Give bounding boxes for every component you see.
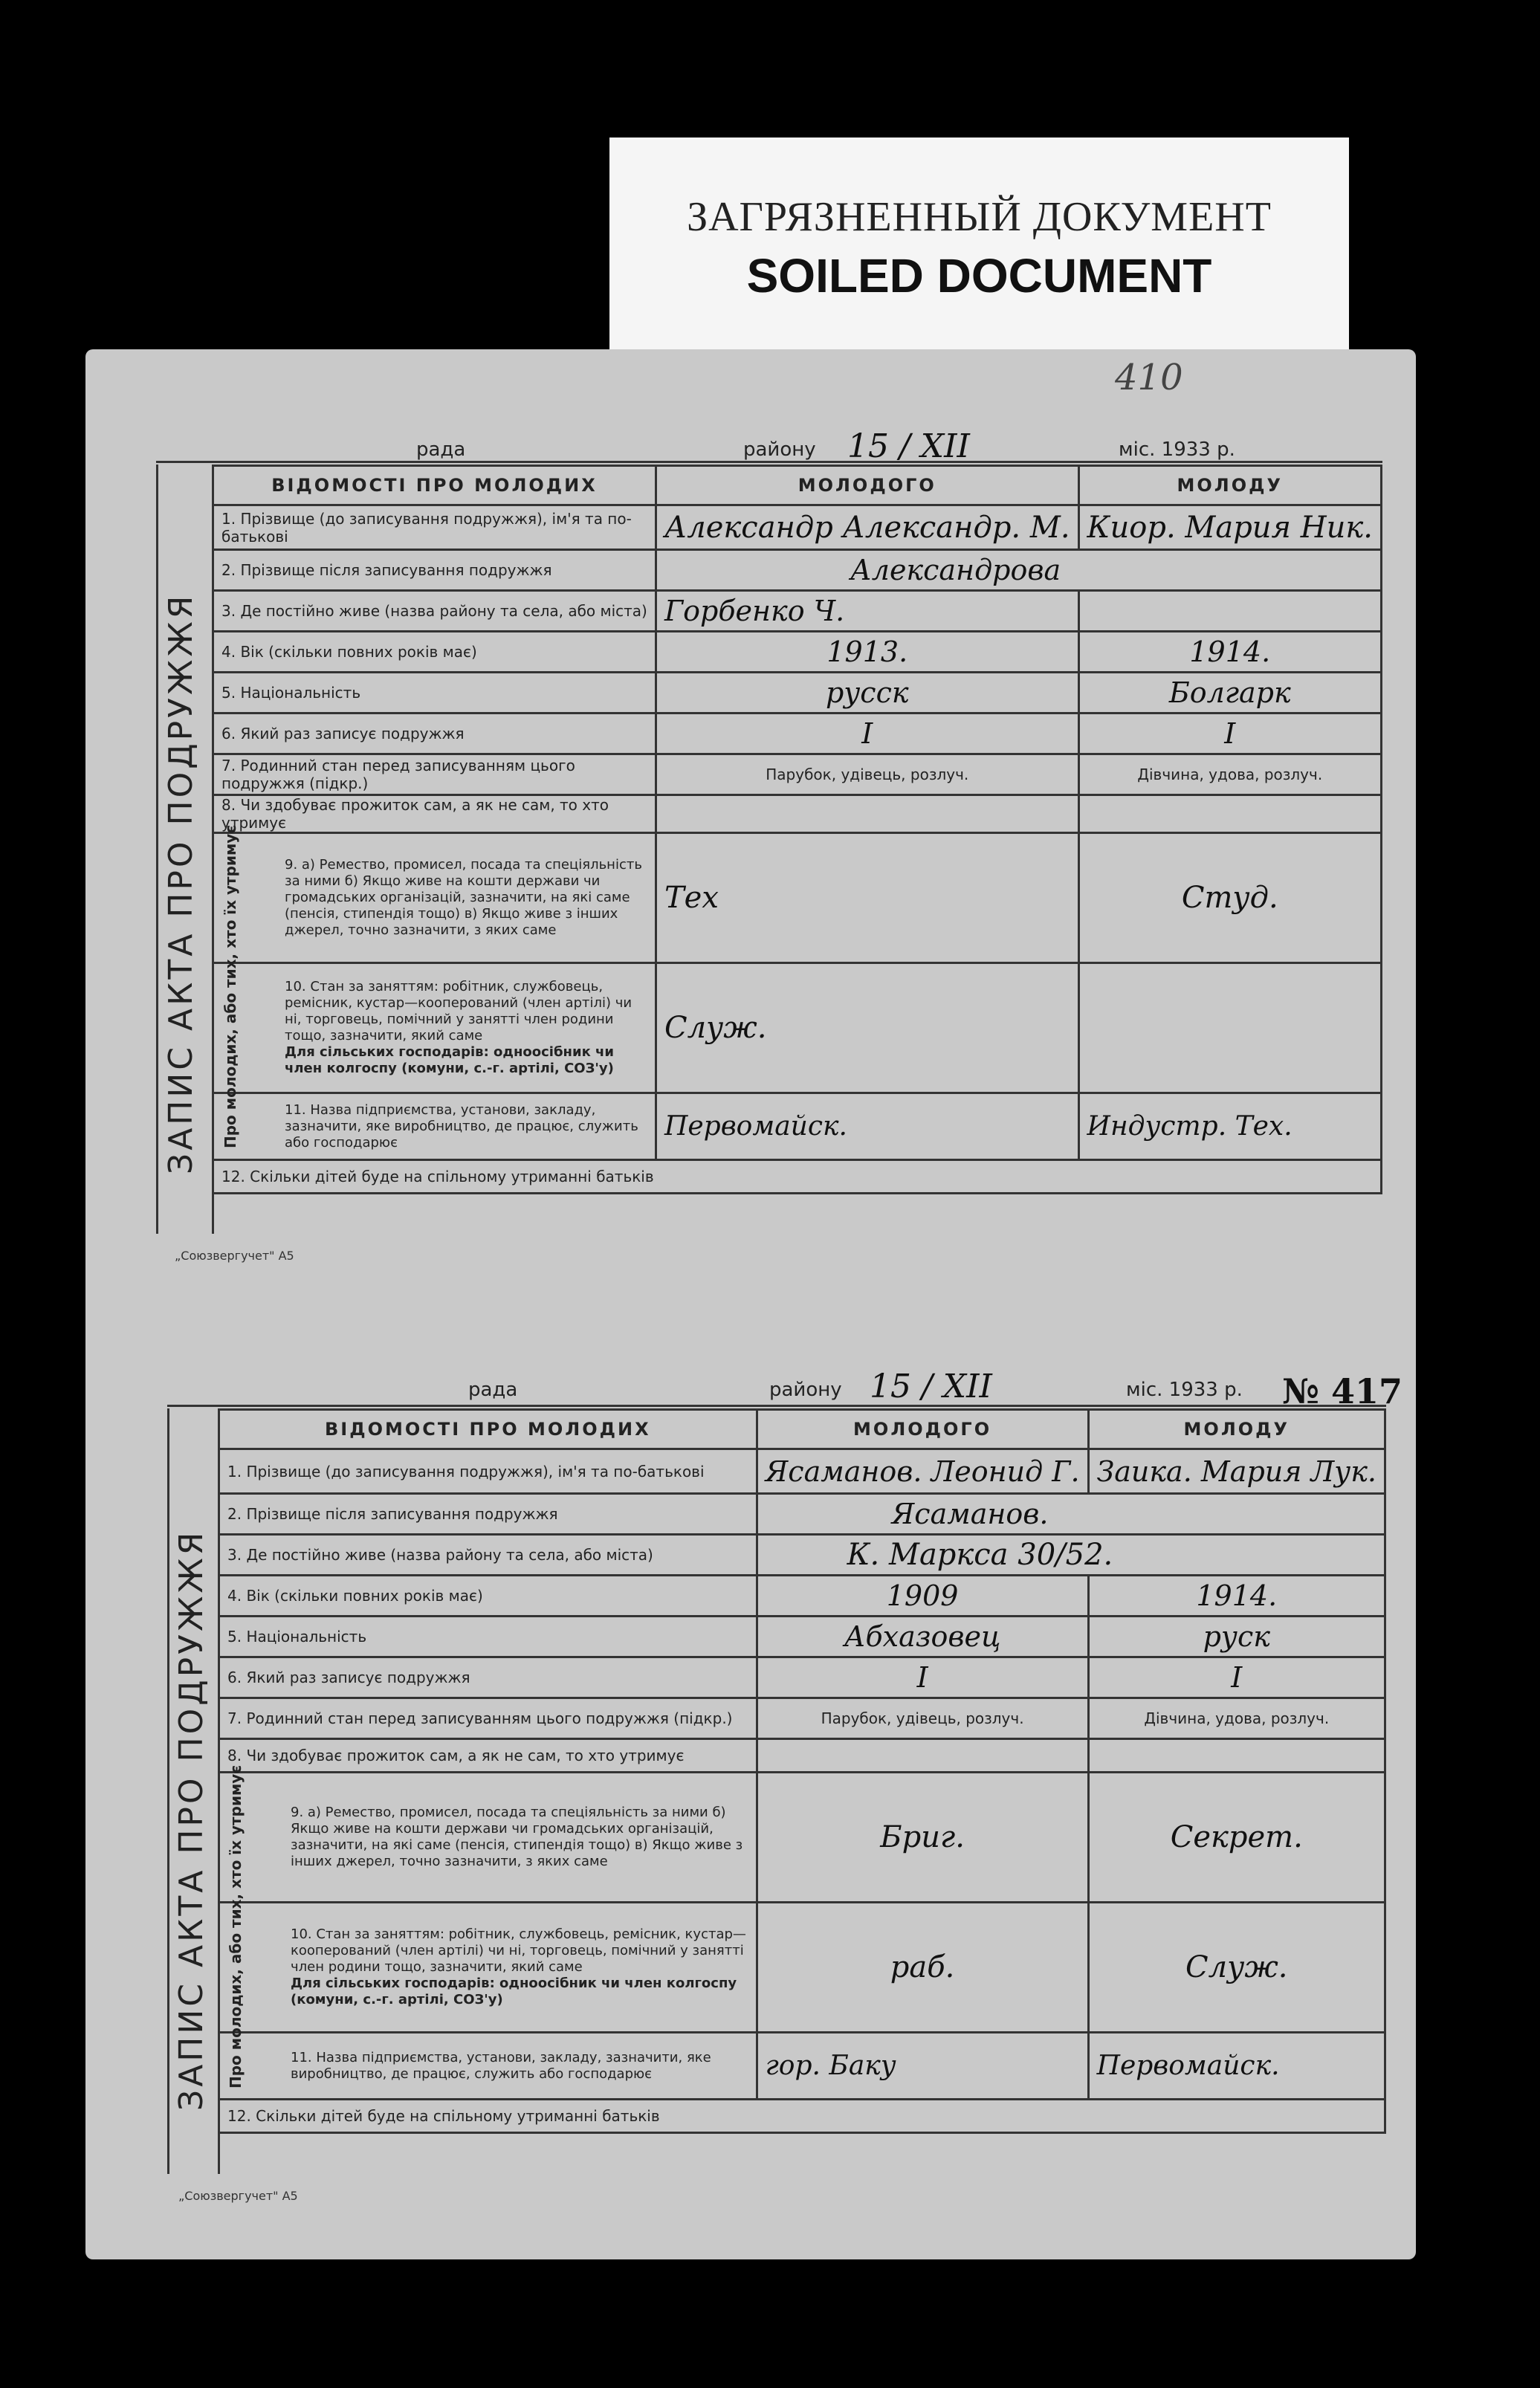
- row-label-11: 11. Назва підприємства, установи, закладу, зазначити, яке виробництво, де працює, служить або господарює: [219, 2033, 757, 2100]
- groom-age: 1909: [757, 1576, 1088, 1617]
- column-header-groom: МОЛОДОГО: [757, 1410, 1088, 1449]
- groom-nationality: русск: [656, 673, 1078, 714]
- row-label-3: 3. Де постійно живе (назва району та села, або міста): [213, 591, 656, 632]
- row-label-5: 5. Національність: [219, 1617, 757, 1657]
- row-label-6: 6. Який раз записує подружжя: [219, 1657, 757, 1698]
- row-label-6: 6. Який раз записує подружжя: [213, 714, 656, 754]
- row-label-4: 4. Вік (скільки повних років має): [219, 1576, 757, 1617]
- handwritten-corner-number: 410: [1115, 357, 1183, 398]
- groom-workplace: гор. Баку: [757, 2033, 1088, 2100]
- groom-residence: К. Маркса 30/52.: [757, 1535, 1385, 1576]
- printer-mark: „Союзвергучет" А5: [175, 1249, 294, 1263]
- bride-row8: [1088, 1739, 1385, 1773]
- row-label-3: 3. Де постійно живе (назва району та села, або міста): [219, 1535, 757, 1576]
- column-header-info: ВІДОМОСТІ ПРО МОЛОДИХ: [213, 466, 656, 505]
- header-divider: [156, 461, 1382, 463]
- column-header-info: ВІДОМОСТІ ПРО МОЛОДИХ: [219, 1410, 757, 1449]
- side-subtitle: Про молодих, або тих, хто їх утримує: [221, 824, 239, 1148]
- row-label-4: 4. Вік (скільки повних років має): [213, 632, 656, 673]
- header-rada: рада: [416, 439, 466, 461]
- groom-workplace: Первомайск.: [656, 1093, 1078, 1160]
- groom-nationality: Абхазовец: [757, 1617, 1088, 1657]
- column-header-bride: МОЛОДУ: [1088, 1410, 1385, 1449]
- row-label-8: 8. Чи здобуває прожиток сам, а як не сам, то хто утримує: [213, 795, 656, 833]
- label-russian: ЗАГРЯЗНЕННЫЙ ДОКУМЕНТ: [687, 194, 1272, 240]
- row-label-9: 9. а) Ремество, промисел, посада та спеціяльність за ними б) Якщо живе на кошти держави чи громадських організацій, зазначити, на які саме (пенсія, стипендія тощо) в) Якщо живе з інших джерел, точно зазначити, з яких саме: [213, 833, 656, 963]
- row-label-7: 7. Родинний стан перед записуванням цього подружжя (підкр.): [213, 754, 656, 795]
- row-label-10-agri: Для сільських господарів: одноосібник чи член колгоспу (комуни, с.-г. артілі, СОЗ'у): [285, 1044, 615, 1076]
- groom-name: Александр Александр. М.: [656, 505, 1078, 550]
- bride-status-options: Дівчина, удова, розлуч.: [1078, 754, 1381, 795]
- row-label-2: 2. Прізвище після записування подружжя: [213, 550, 656, 591]
- header-divider: [167, 1405, 1386, 1407]
- bride-nationality: руск: [1088, 1617, 1385, 1657]
- bride-status-options: Дівчина, удова, розлуч.: [1088, 1698, 1385, 1739]
- bride-marriage-count: I: [1078, 714, 1381, 754]
- surname-after: Ясаманов.: [757, 1494, 1385, 1535]
- side-title: ЗАПИС АКТА ПРО ПОДРУЖЖЯ: [162, 592, 200, 1174]
- row-label-10-text: 10. Стан за заняттям: робітник, службовець, ремісник, кустар—кооперований (член артілі) чи ні, торговець, помічний у занятті член родини тощо, зазначити, який саме: [291, 1926, 746, 1975]
- header-month-year: міс. 1933 р.: [1119, 439, 1235, 461]
- bride-occupation: Секрет.: [1088, 1773, 1385, 1903]
- bride-employment: Служ.: [1088, 1903, 1385, 2033]
- bride-workplace: Индустр. Тех.: [1078, 1093, 1381, 1160]
- row-label-12: 12. Скільки дітей буде на спільному утриманні батьків: [219, 2100, 1385, 2133]
- bride-name: Заика. Мария Лук.: [1088, 1449, 1385, 1494]
- groom-status-options: Парубок, удівець, розлуч.: [757, 1698, 1088, 1739]
- groom-marriage-count: I: [656, 714, 1078, 754]
- header-raion: району: [769, 1379, 842, 1401]
- printer-mark: „Союзвергучет" А5: [178, 2189, 298, 2203]
- handwritten-date: 15 / XII: [847, 427, 970, 465]
- bride-marriage-count: I: [1088, 1657, 1385, 1698]
- groom-row8: [656, 795, 1078, 833]
- row-label-7: 7. Родинний стан перед записуванням цього подружжя (підкр.): [219, 1698, 757, 1739]
- groom-employment: раб.: [757, 1903, 1088, 2033]
- groom-occupation: Тех: [656, 833, 1078, 963]
- header-rada: рада: [468, 1379, 518, 1401]
- row-label-10-agri: Для сільських господарів: одноосібник чи член колгоспу (комуни, с.-г. артілі, СОЗ'у): [291, 1976, 737, 2007]
- groom-marriage-count: I: [757, 1657, 1088, 1698]
- surname-after: Александрова: [656, 550, 1381, 591]
- bride-occupation: Студ.: [1078, 833, 1381, 963]
- marriage-form-table-1: [212, 465, 1382, 1194]
- marriage-form-table-2: [218, 1408, 1386, 2134]
- column-header-bride: МОЛОДУ: [1078, 466, 1381, 505]
- groom-row8: [757, 1739, 1088, 1773]
- soiled-document-label: [609, 137, 1349, 349]
- bride-age: 1914.: [1078, 632, 1381, 673]
- side-subtitle: Про молодих, або тих, хто їх утримує: [227, 1764, 245, 2088]
- bride-residence: [1078, 591, 1381, 632]
- column-header-groom: МОЛОДОГО: [656, 466, 1078, 505]
- label-english: SOILED DOCUMENT: [746, 249, 1212, 302]
- bride-age: 1914.: [1088, 1576, 1385, 1617]
- row-label-8: 8. Чи здобуває прожиток сам, а як не сам, то хто утримує: [219, 1739, 757, 1773]
- row-label-2: 2. Прізвище після записування подружжя: [219, 1494, 757, 1535]
- bride-workplace: Первомайск.: [1088, 2033, 1385, 2100]
- groom-occupation: Бриг.: [757, 1773, 1088, 1903]
- bride-employment: [1078, 963, 1381, 1093]
- row-label-10-text: 10. Стан за заняттям: робітник, службовець, ремісник, кустар—кооперований (член артілі) чи ні, торговець, помічний у занятті член родини тощо, зазначити, який саме: [285, 979, 632, 1043]
- row-label-1: 1. Прізвище (до записування подружжя), ім'я та по-батькові: [213, 505, 656, 550]
- handwritten-date: 15 / XII: [870, 1368, 992, 1405]
- bride-nationality: Болгарк: [1078, 673, 1381, 714]
- header-month-year: міс. 1933 р.: [1126, 1379, 1243, 1401]
- header-raion: району: [743, 439, 816, 461]
- bride-name: Киор. Мария Ник.: [1078, 505, 1381, 550]
- record-number: № 417: [1282, 1371, 1403, 1411]
- groom-employment: Служ.: [656, 963, 1078, 1093]
- row-label-10: [219, 1903, 757, 2033]
- side-title: ЗАПИС АКТА ПРО ПОДРУЖЖЯ: [172, 1529, 210, 2111]
- groom-residence: Горбенко Ч.: [656, 591, 1078, 632]
- row-label-1: 1. Прізвище (до записування подружжя), ім'я та по-батькові: [219, 1449, 757, 1494]
- row-label-12: 12. Скільки дітей буде на спільному утриманні батьків: [213, 1160, 1382, 1194]
- groom-status-options: Парубок, удівець, розлуч.: [656, 754, 1078, 795]
- groom-age: 1913.: [656, 632, 1078, 673]
- groom-name: Ясаманов. Леонид Г.: [757, 1449, 1088, 1494]
- row-label-11: 11. Назва підприємства, установи, закладу, зазначити, яке виробництво, де працює, служить або господарює: [213, 1093, 656, 1160]
- row-label-10: [213, 963, 656, 1093]
- row-label-9: 9. а) Ремество, промисел, посада та спеціяльність за ними б) Якщо живе на кошти держави чи громадських організацій, зазначити, на які саме (пенсія, стипендія тощо) в) Якщо живе з інших джерел, точно зазначити, з яких саме: [219, 1773, 757, 1903]
- bride-row8: [1078, 795, 1381, 833]
- row-label-5: 5. Національність: [213, 673, 656, 714]
